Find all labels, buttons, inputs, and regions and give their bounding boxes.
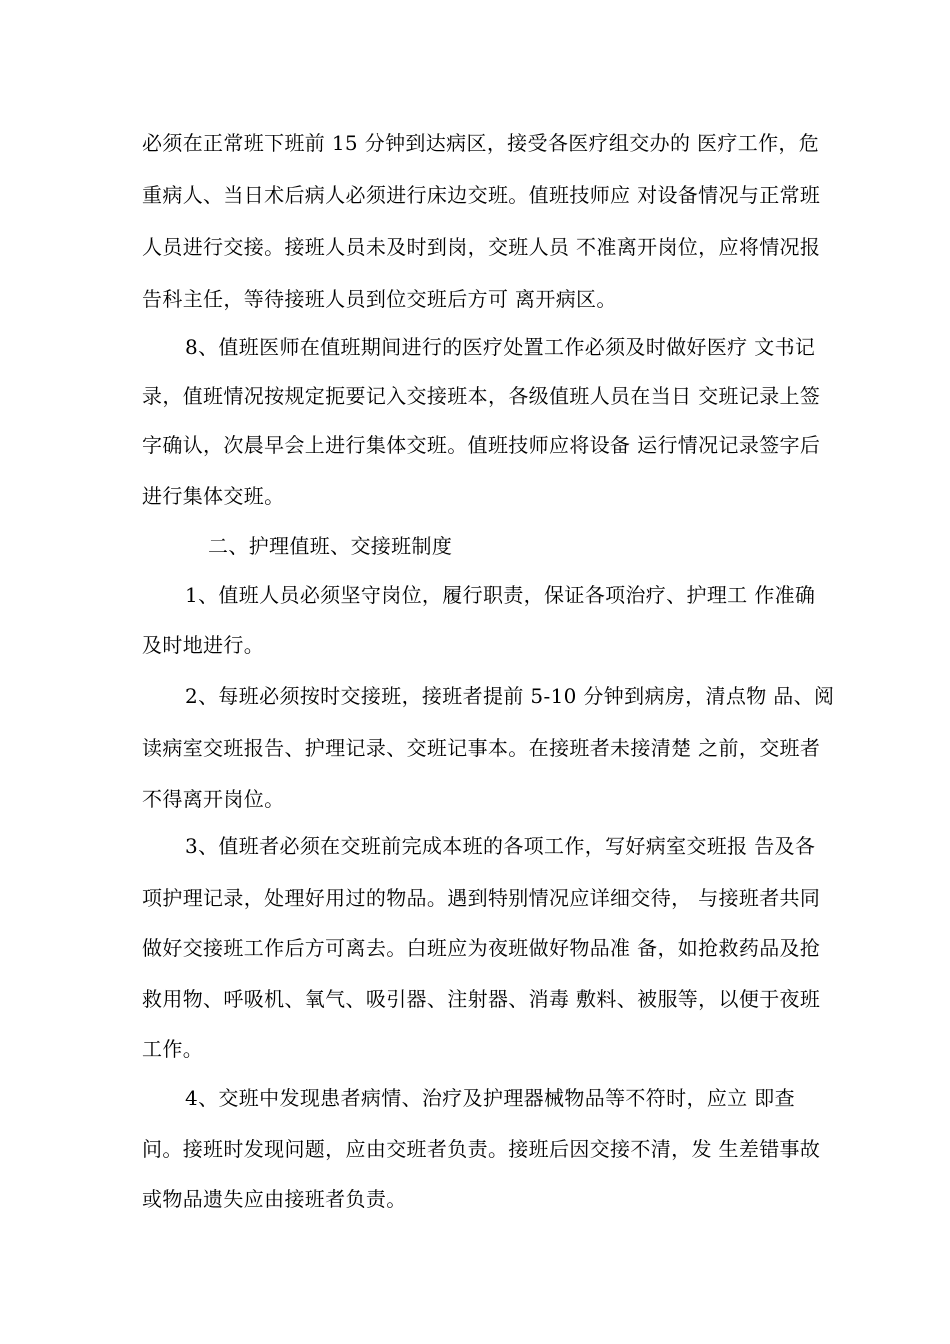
nursing-item-2-first-line: 2、每班必须按时交接班，接班者提前 5-10 分钟到病房，清点物 品、阅: [185, 684, 835, 708]
text-line: 做好交接班工作后方可离去。白班应为夜班做好物品准 备，如抢救药品及抢: [142, 936, 821, 960]
text-line: 项护理记录，处理好用过的物品。遇到特别情况应详细交待， 与接班者共同: [142, 886, 821, 910]
section-heading: 二、护理值班、交接班制度: [208, 534, 453, 558]
text-line: 字确认，次晨早会上进行集体交班。值班技师应将设备 运行情况记录签字后: [142, 433, 821, 457]
text-line: 录，值班情况按规定扼要记入交接班本，各级值班人员在当日 交班记录上签: [142, 384, 821, 408]
nursing-item-3-first-line: 3、值班者必须在交班前完成本班的各项工作，写好病室交班报 告及各: [185, 834, 816, 858]
text-line: 或物品遗失应由接班者负责。: [142, 1187, 407, 1211]
text-line: 救用物、呼吸机、氧气、吸引器、注射器、消毒 敷料、被服等，以便于夜班: [142, 987, 821, 1011]
text-line: 及时地进行。: [142, 633, 265, 657]
text-line: 人员进行交接。接班人员未及时到岗，交班人员 不准离开岗位，应将情况报: [142, 235, 821, 259]
text-line: 读病室交班报告、护理记录、交班记事本。在接班者未接清楚 之前，交班者: [142, 736, 821, 760]
text-line: 工作。: [142, 1037, 204, 1061]
text-line: 重病人、当日术后病人必须进行床边交班。值班技师应 对设备情况与正常班: [142, 183, 821, 207]
nursing-item-1-first-line: 1、值班人员必须坚守岗位，履行职责，保证各项治疗、护理工 作准确: [185, 583, 816, 607]
text-line: 进行集体交班。: [142, 484, 285, 508]
text-line: 告科主任，等待接班人员到位交班后方可 离开病区。: [142, 287, 617, 311]
text-line: 问。接班时发现问题，应由交班者负责。接班后因交接不清，发 生差错事故: [142, 1137, 821, 1161]
text-line: 不得离开岗位。: [142, 787, 285, 811]
item-8-first-line: 8、值班医师在值班期间进行的医疗处置工作必须及时做好医疗 文书记: [185, 335, 816, 359]
nursing-item-4-first-line: 4、交班中发现患者病情、治疗及护理器械物品等不符时，应立 即查: [185, 1086, 795, 1110]
text-line: 必须在正常班下班前 15 分钟到达病区，接受各医疗组交办的 医疗工作，危: [142, 131, 820, 155]
